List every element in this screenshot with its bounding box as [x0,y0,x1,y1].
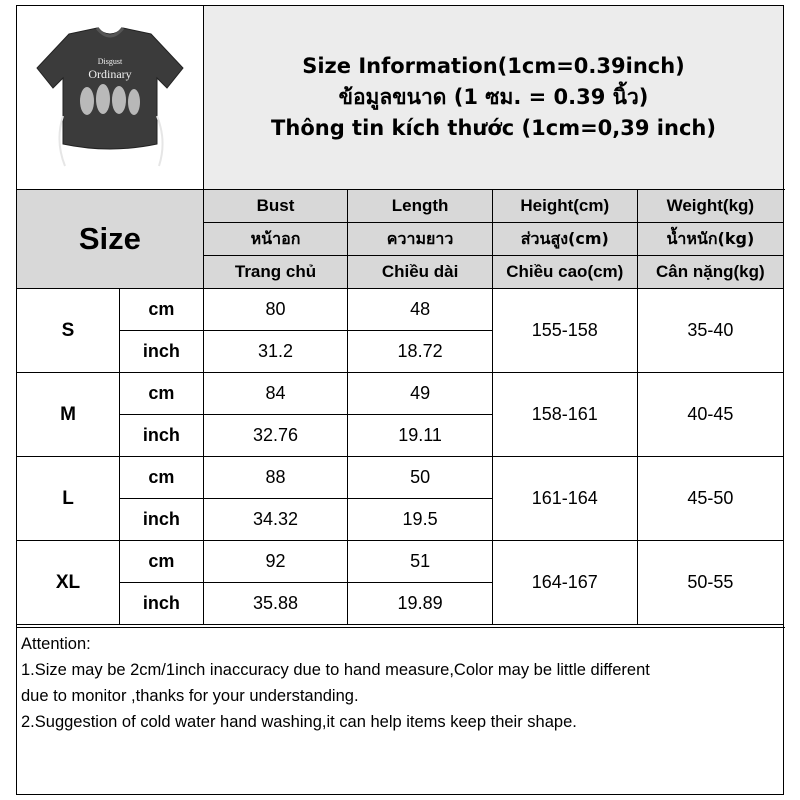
table-row [17,541,783,583]
table-row [17,457,783,499]
unit-label-inch: inch [120,331,204,373]
column-header-length: Length [348,190,493,223]
length-inch-value: 19.11 [348,415,493,457]
unit-label-inch: inch [120,499,204,541]
column-header-bust-thai: หน้าอก [203,223,348,256]
bust-inch-value: 35.88 [203,583,348,625]
length-inch-value: 18.72 [348,331,493,373]
size-label: XL [17,541,120,625]
product-photo [17,6,204,189]
column-header-bust: Bust [203,190,348,223]
column-header-length-vietnamese: Chiều dài [348,256,493,289]
unit-label-cm: cm [120,373,204,415]
weight-value: 45-50 [637,457,783,541]
bust-cm-value: 84 [203,373,348,415]
column-header-height: Height(cm) [492,190,637,223]
note-line-3: 2.Suggestion of cold water hand washing,it can help items keep their shape. [21,713,577,731]
title-english: Size Information(1cm=0.39inch) [302,54,685,78]
column-header-bust-vietnamese: Trang chủ [203,256,348,289]
length-inch-value: 19.89 [348,583,493,625]
header-section [17,6,785,190]
title-vietnamese: Thông tin kích thước (1cm=0,39 inch) [271,116,716,140]
bust-inch-value: 34.32 [203,499,348,541]
bust-inch-value: 32.76 [203,415,348,457]
notes-heading: Attention: [21,635,91,653]
column-header-height-vietnamese: Chiều cao(cm) [492,256,637,289]
size-label: S [17,289,120,373]
height-value: 158-161 [492,373,637,457]
length-cm-value: 51 [348,541,493,583]
column-header-weight-vietnamese: Cân nặng(kg) [637,256,783,289]
note-line-1: 1.Size may be 2cm/1inch inaccuracy due to hand measure,Color may be little different [21,661,650,679]
unit-label-inch: inch [120,583,204,625]
size-column-header: Size [17,190,203,289]
size-label: L [17,457,120,541]
shirt-print-line1: Disgust [97,57,123,66]
length-inch-value: 19.5 [348,499,493,541]
tshirt-image [17,6,203,189]
column-header-length-thai: ความยาว [348,223,493,256]
unit-label-cm: cm [120,541,204,583]
column-header-weight: Weight(kg) [637,190,783,223]
header-row-english [17,190,783,223]
column-header-weight-thai: น้ำหนัก(kg) [637,223,783,256]
size-label: M [17,373,120,457]
column-header-height-thai: ส่วนสูง(cm) [492,223,637,256]
length-cm-value: 49 [348,373,493,415]
title-block [204,6,783,189]
weight-value: 40-45 [637,373,783,457]
weight-value: 50-55 [637,541,783,625]
title-thai: ข้อมูลขนาด (1 ซม. = 0.39 นิ้ว) [338,85,649,109]
attention-notes [17,627,785,796]
length-cm-value: 48 [348,289,493,331]
unit-label-cm: cm [120,289,204,331]
table-row [17,373,783,415]
unit-label-cm: cm [120,457,204,499]
bust-cm-value: 88 [203,457,348,499]
weight-value: 35-40 [637,289,783,373]
size-chart [16,5,784,795]
length-cm-value: 50 [348,457,493,499]
bust-cm-value: 80 [203,289,348,331]
bust-inch-value: 31.2 [203,331,348,373]
table-row [17,289,783,331]
height-value: 164-167 [492,541,637,625]
shirt-print-line2: Ordinary [88,67,132,81]
size-table [17,190,783,625]
note-line-2: due to monitor ,thanks for your understanding. [21,687,359,705]
unit-label-inch: inch [120,415,204,457]
bust-cm-value: 92 [203,541,348,583]
height-value: 155-158 [492,289,637,373]
height-value: 161-164 [492,457,637,541]
